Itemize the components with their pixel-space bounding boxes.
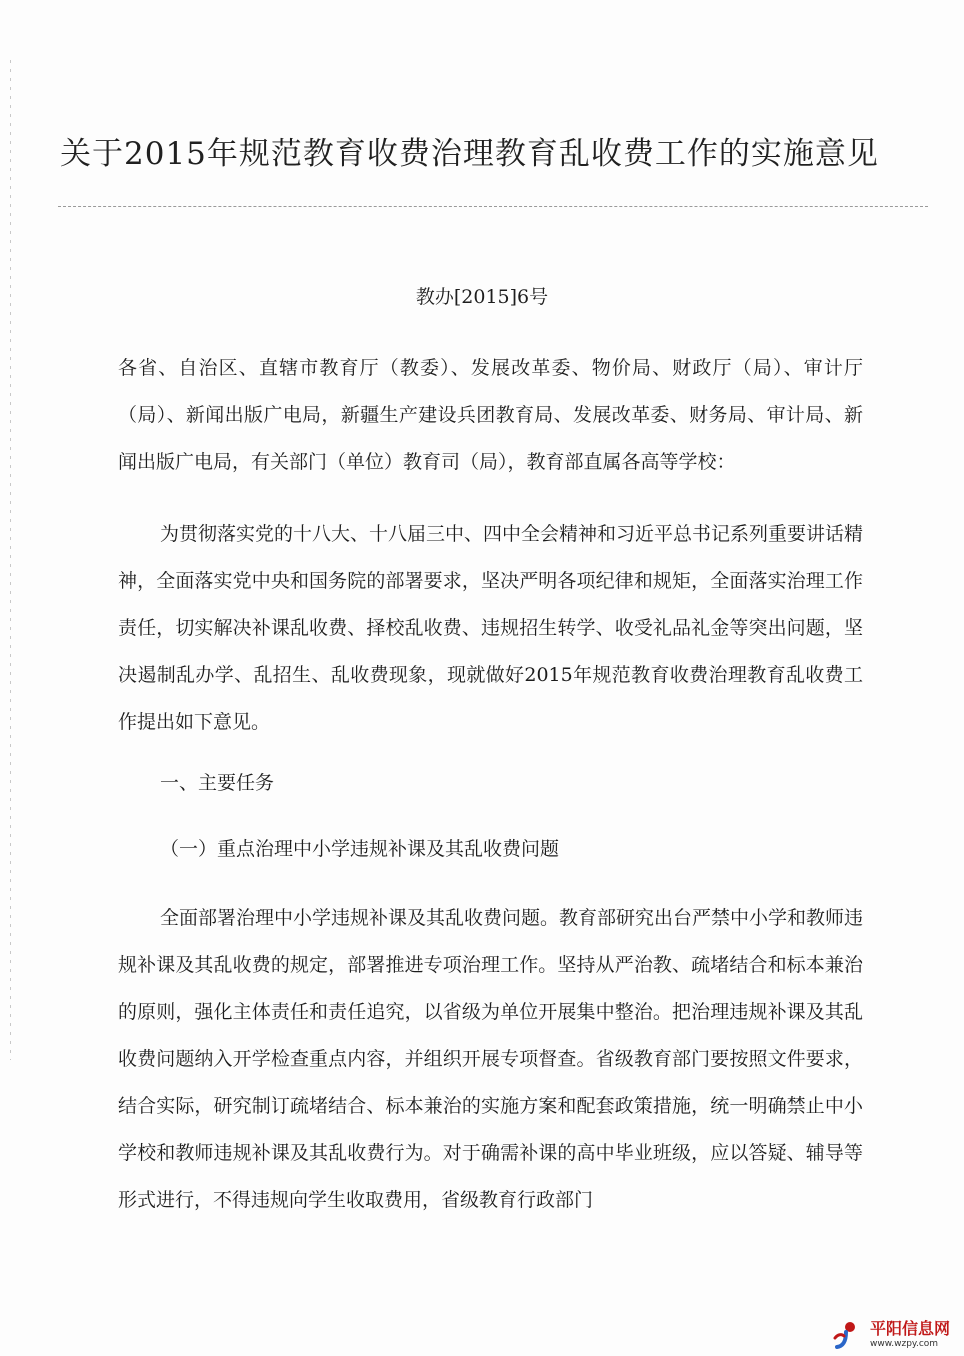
subsection-heading-tutoring: （一）重点治理中小学违规补课及其乱收费问题 [160,838,560,860]
section-heading-main-tasks: 一、主要任务 [160,772,275,794]
document-number: 教办[2015]6号 [415,286,549,308]
title-divider [58,206,928,207]
site-logo-icon [832,1320,860,1350]
site-url: www.wzpy.com [870,1339,939,1349]
document-title: 关于2015年规范教育收费治理教育乱收费工作的实施意见 [60,136,879,172]
site-brand-name: 平阳信息网 [870,1319,951,1338]
site-watermark [830,1320,960,1350]
addressee-paragraph: 各省、自治区、直辖市教育厅（教委）、发展改革委、物价局、财政厅（局）、审计厅（局）、新闻出版广电局，新疆生产建设兵团教育局、发展改革委、财务局、审计局、新闻出版广电局，有关部门（单位）教育司（局），教育部直属各高等学校： [118,357,863,473]
subsection-body-paragraph: 全面部署治理中小学违规补课及其乱收费问题。教育部研究出台严禁中小学和教师违规补课及其乱收费的规定，部署推进专项治理工作。坚持从严治教、疏堵结合和标本兼治的原则，强化主体责任和责任追究，以省级为单位开展集中整治。把治理违规补课及其乱收费问题纳入开学检查重点内容，并组织开展专项督查。省级教育部门要按照文件要求，结合实际，研究制订疏堵结合、标本兼治的实施方案和配套政策措施，统一明确禁止中小学校和教师违规补课及其乱收费行为。对于确需补课的高中毕业班级，应以答疑、辅导等形式进行，不得违规向学生收取费用，省级教育行政部门 [118,907,864,1211]
scan-edge-marks [10,60,11,1060]
intro-paragraph: 为贯彻落实党的十八大、十八届三中、四中全会精神和习近平总书记系列重要讲话精神，全面落实党中央和国务院的部署要求，坚决严明各项纪律和规矩，全面落实治理工作责任，切实解决补课乱收费、择校乱收费、违规招生转学、收受礼品礼金等突出问题，坚决遏制乱办学、乱招生、乱收费现象，现就做好2015年规范教育收费治理教育乱收费工作提出如下意见。 [118,523,864,733]
